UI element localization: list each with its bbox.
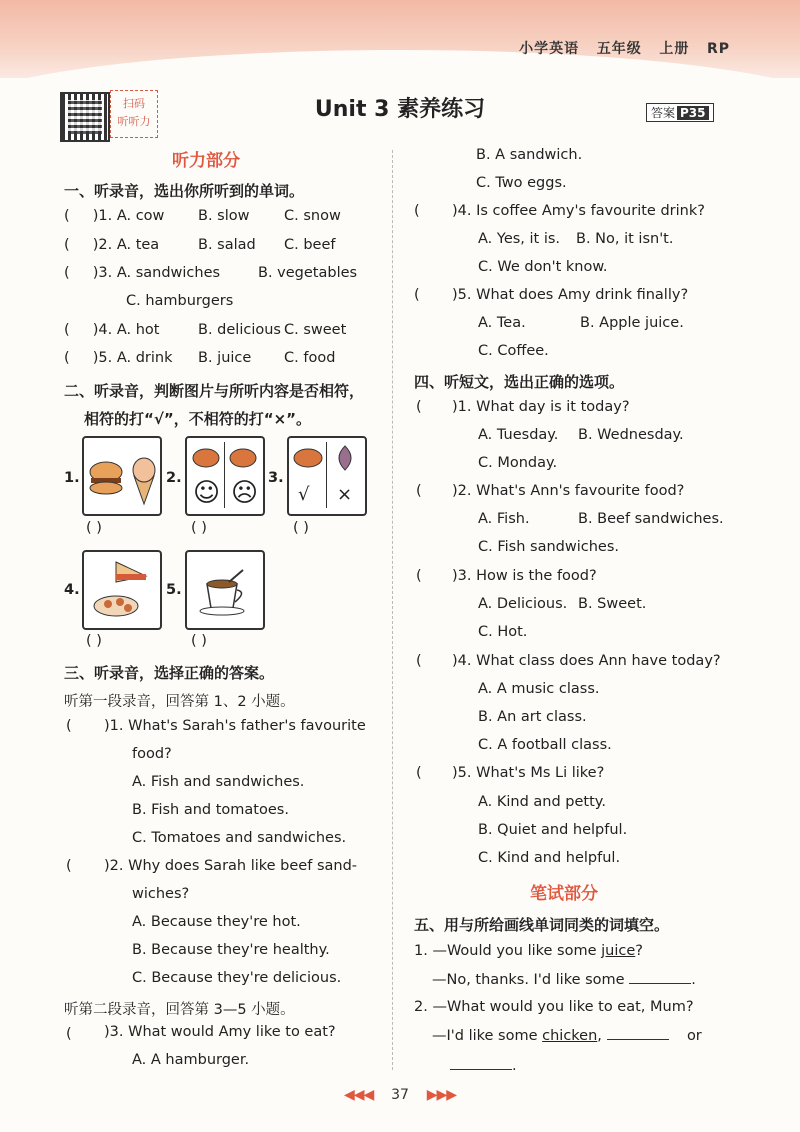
p3-q2-b: B. Because they're healthy. (132, 942, 330, 958)
p3-q2-c: C. Because they're delicious. (132, 970, 342, 986)
p5-q2-comma: , (597, 1028, 602, 1044)
smile-face-icon: ☺ (193, 478, 221, 508)
answer-paren-pic2[interactable]: ( ) (191, 520, 207, 536)
p4-q2-stem: )2. What's Ann's favourite food? (452, 483, 685, 499)
answer-paren[interactable]: ( (64, 208, 70, 224)
p1-q5 (64, 350, 172, 366)
p3-q4-stem: )4. Is coffee Amy's favourite drink? (452, 203, 705, 219)
p5-q2-l2 (432, 1027, 702, 1044)
pic-label-2: 2. (166, 470, 182, 486)
answer-paren-pic5[interactable]: ( ) (191, 633, 207, 649)
p4-q1-paren[interactable]: ( (416, 399, 422, 415)
answer-label: 答案 (651, 106, 676, 120)
p4-q4-a: A. A music class. (478, 681, 600, 697)
part2-heading-l2: 相符的打“√”，不相符的打“×”。 (84, 410, 312, 428)
p3-q4-c: C. We don't know. (478, 259, 608, 275)
p5-q2-underlined-word: chicken (542, 1028, 598, 1044)
p1-q3-c: C. hamburgers (126, 293, 234, 309)
p3-q5-paren[interactable]: ( (414, 287, 420, 303)
part5-heading: 五、用与所给画线单词同类的词填空。 (414, 916, 670, 934)
p4-q5-paren[interactable]: ( (416, 765, 422, 781)
p3-q3-a: A. A hamburger. (132, 1052, 250, 1068)
p4-q2-a: A. Fish. (478, 511, 530, 527)
p3-q4-b: B. No, it isn't. (576, 231, 674, 247)
p1-q4-a: )4. A. hot (92, 322, 160, 338)
p4-q4-b: B. An art class. (478, 709, 587, 725)
p5-q1-period: . (691, 972, 696, 988)
coffee-cup-icon (187, 552, 263, 628)
scan-line2: 听听力 (117, 115, 151, 128)
page-title: Unit 3 素养练习 (314, 97, 486, 122)
header-info (519, 38, 730, 58)
part3-sub2: 听第二段录音，回答第 3—5 小题。 (64, 1002, 295, 1018)
p1-q2 (64, 237, 159, 253)
answer-paren[interactable]: ( (64, 265, 70, 281)
p4-q5-b: B. Quiet and helpful. (478, 822, 628, 838)
answer-paren[interactable]: ( (64, 322, 70, 338)
p1-q5-b: B. juice (198, 350, 252, 366)
p5-q1-l2 (432, 971, 696, 988)
p1-q2-b: B. salad (198, 237, 256, 253)
p4-q2-c: C. Fish sandwiches. (478, 539, 619, 555)
p3-q3-c: C. Two eggs. (476, 175, 567, 191)
page-number: 37 (391, 1087, 409, 1103)
p3-q5-c: C. Coffee. (478, 343, 549, 359)
p1-q5-c: C. food (284, 350, 336, 366)
part3-heading: 三、听录音，选择正确的答案。 (64, 664, 275, 682)
cross-mark-icon: × (337, 484, 353, 505)
fill-blank-2[interactable] (607, 1027, 669, 1040)
part3-sub1: 听第一段录音，回答第 1、2 小题。 (64, 694, 295, 710)
p1-q1-b: B. slow (198, 208, 250, 224)
answer-tag (646, 103, 714, 122)
p5-q2-or: or (686, 1028, 702, 1044)
p3-q3-stem: )3. What would Amy like to eat? (104, 1024, 336, 1040)
p3-q2-stem2: wiches? (132, 886, 190, 902)
p5-q1-l1 (414, 943, 643, 959)
p3-q5-b: B. Apple juice. (580, 315, 684, 331)
answer-paren-pic4[interactable]: ( ) (86, 633, 102, 649)
p3-q2-stem: )2. Why does Sarah like beef sand- (104, 858, 358, 874)
p4-q4-paren[interactable]: ( (416, 653, 422, 669)
answer-paren-pic1[interactable]: ( ) (86, 520, 102, 536)
p3-q2-a: A. Because they're hot. (132, 914, 301, 930)
p4-q4-c: C. A football class. (478, 737, 612, 753)
prev-arrows-icon: ◀◀◀ (343, 1087, 374, 1103)
p1-q4 (64, 322, 159, 338)
p3-q5-a: A. Tea. (478, 315, 526, 331)
p1-q1-c: C. snow (284, 208, 341, 224)
header-edition: RP (706, 41, 730, 57)
scan-line1: 扫码 (123, 97, 145, 110)
picture-fish-onion (287, 436, 367, 516)
p3-q2-paren[interactable]: ( (66, 858, 72, 874)
p4-q4-stem: )4. What class does Ann have today? (452, 653, 721, 669)
p4-q1-c: C. Monday. (478, 455, 558, 471)
part4-heading: 四、听短文，选出正确的选项。 (414, 373, 625, 391)
p1-q5-a: )5. A. drink (92, 350, 173, 366)
p1-q1 (64, 208, 164, 224)
p5-q2-period: . (512, 1058, 517, 1074)
p5-q1-qmark: ? (635, 943, 643, 959)
p5-q1-reply: —No, thanks. I'd like some (432, 972, 625, 988)
pic-label-4: 4. (64, 582, 80, 598)
sandwich-icon (84, 552, 160, 628)
p4-q5-c: C. Kind and helpful. (478, 850, 621, 866)
hamburger-icon (84, 438, 160, 514)
p3-q1-stem: )1. What's Sarah's father's favourite (104, 718, 366, 734)
p4-q1-stem: )1. What day is it today? (452, 399, 630, 415)
p1-q4-c: C. sweet (284, 322, 347, 338)
p3-q3-paren[interactable]: ( (66, 1026, 72, 1042)
page-footer (0, 1087, 800, 1103)
p4-q1-b: B. Wednesday. (578, 427, 684, 443)
p4-q2-paren[interactable]: ( (416, 483, 422, 499)
picture-coffee-cup (185, 550, 265, 630)
p1-q2-a: )2. A. tea (92, 237, 160, 253)
p4-q5-a: A. Kind and petty. (478, 794, 606, 810)
p5-q2-l1: 2. —What would you like to eat, Mum? (414, 999, 694, 1015)
sad-face-icon: ☹ (231, 478, 259, 508)
picture-hamburger-icecream (82, 436, 162, 516)
p1-q3-b: B. vegetables (258, 265, 358, 281)
answer-paren-pic3[interactable]: ( ) (293, 520, 309, 536)
p4-q5-stem: )5. What's Ms Li like? (452, 765, 605, 781)
pic-label-5: 5. (166, 582, 182, 598)
p3-q1-paren[interactable]: ( (66, 718, 72, 734)
p5-q1-underlined-word: juice (601, 943, 636, 959)
picture-sandwich-chicken (82, 550, 162, 630)
part2-heading-l1: 二、听录音，判断图片与所听内容是否相符， (64, 382, 365, 400)
p3-q1-b: B. Fish and tomatoes. (132, 802, 289, 818)
answer-page: P35 (677, 106, 709, 120)
p4-q3-a: A. Delicious. (478, 596, 568, 612)
p5-q1-prompt: 1. —Would you like some (414, 943, 602, 959)
p1-q4-b: B. delicious (198, 322, 281, 338)
listening-section-title: 听力部分 (172, 151, 240, 171)
p4-q3-paren[interactable]: ( (416, 568, 422, 584)
p4-q3-b: B. Sweet. (578, 596, 647, 612)
next-arrows-icon: ▶▶▶ (426, 1087, 457, 1103)
answer-paren[interactable]: ( (64, 350, 70, 366)
p1-q1-a: )1. A. cow (92, 208, 165, 224)
fill-blank-3[interactable] (450, 1057, 512, 1070)
p3-q1-c: C. Tomatoes and sandwiches. (132, 830, 347, 846)
answer-paren[interactable]: ( (64, 237, 70, 253)
header-subject: 小学英语 (519, 41, 580, 57)
p4-q3-stem: )3. How is the food? (452, 568, 597, 584)
part1-heading: 一、听录音，选出你所听到的单词。 (64, 182, 305, 200)
header-term: 上册 (659, 41, 690, 57)
column-divider (392, 150, 393, 1070)
picture-chicken-faces (185, 436, 265, 516)
p5-q2-reply: —I'd like some (432, 1028, 543, 1044)
check-mark-icon: √ (298, 484, 310, 505)
p4-q2-b: B. Beef sandwiches. (578, 511, 724, 527)
p5-q2-l3 (450, 1057, 517, 1074)
p3-q5-stem: )5. What does Amy drink finally? (452, 287, 689, 303)
p3-q1-a: A. Fish and sandwiches. (132, 774, 305, 790)
header-grade: 五年级 (596, 41, 642, 57)
p3-q3-b: B. A sandwich. (476, 147, 583, 163)
p4-q1-a: A. Tuesday. (478, 427, 559, 443)
p3-q4-paren[interactable]: ( (414, 203, 420, 219)
pic-label-3: 3. (268, 470, 284, 486)
p3-q4-a: A. Yes, it is. (478, 231, 561, 247)
pic-label-1: 1. (64, 470, 80, 486)
p3-q1-stem2: food? (132, 746, 172, 762)
p4-q3-c: C. Hot. (478, 624, 528, 640)
fill-blank-1[interactable] (629, 971, 691, 984)
p1-q3-a: )3. A. sandwiches (92, 265, 221, 281)
chicken-icon (189, 442, 261, 472)
p1-q2-c: C. beef (284, 237, 336, 253)
writing-section-title: 笔试部分 (530, 884, 598, 904)
fish-onion-icon (291, 442, 363, 476)
p1-q3 (64, 265, 220, 281)
